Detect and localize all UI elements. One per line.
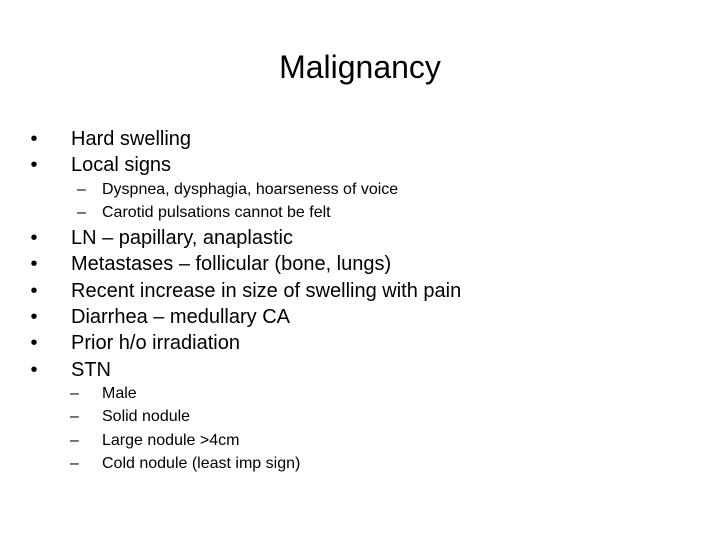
bullet-marker: • <box>30 306 38 328</box>
bullet-marker: • <box>30 227 38 249</box>
sub-bullet-marker: – <box>70 408 79 425</box>
bullet-text: Recent increase in size of swelling with pain <box>71 280 462 302</box>
bullet-text: Prior h/o irradiation <box>71 332 240 354</box>
sub-bullet-marker: – <box>70 432 79 449</box>
sub-bullet-text: Carotid pulsations cannot be felt <box>102 204 331 221</box>
bullet-text: STN <box>71 359 111 381</box>
sub-bullet-marker: – <box>77 204 86 221</box>
sub-bullet-text: Large nodule >4cm <box>102 432 240 449</box>
sub-bullet-text: Male <box>102 385 137 402</box>
bullet-text: Hard swelling <box>71 128 192 150</box>
sub-bullet-text: Dyspnea, dysphagia, hoarseness of voice <box>102 181 399 198</box>
bullet-marker: • <box>30 253 38 275</box>
sub-bullet-marker: – <box>70 455 79 472</box>
bullet-text: Metastases – follicular (bone, lungs) <box>71 253 392 275</box>
sub-bullet-text: Cold nodule (least imp sign) <box>102 455 301 472</box>
slide-title: Malignancy <box>279 49 441 85</box>
bullet-marker: • <box>30 359 38 381</box>
bullet-marker: • <box>30 154 38 176</box>
bullet-marker: • <box>30 128 38 150</box>
sub-bullet-text: Solid nodule <box>102 408 191 425</box>
bullet-marker: • <box>30 332 38 354</box>
bullet-marker: • <box>30 280 38 302</box>
bullet-text: LN – papillary, anaplastic <box>71 227 293 249</box>
sub-bullet-marker: – <box>70 385 79 402</box>
bullet-text: Diarrhea – medullary CA <box>71 306 290 328</box>
sub-bullet-marker: – <box>77 181 86 198</box>
bullet-text: Local signs <box>71 154 172 176</box>
